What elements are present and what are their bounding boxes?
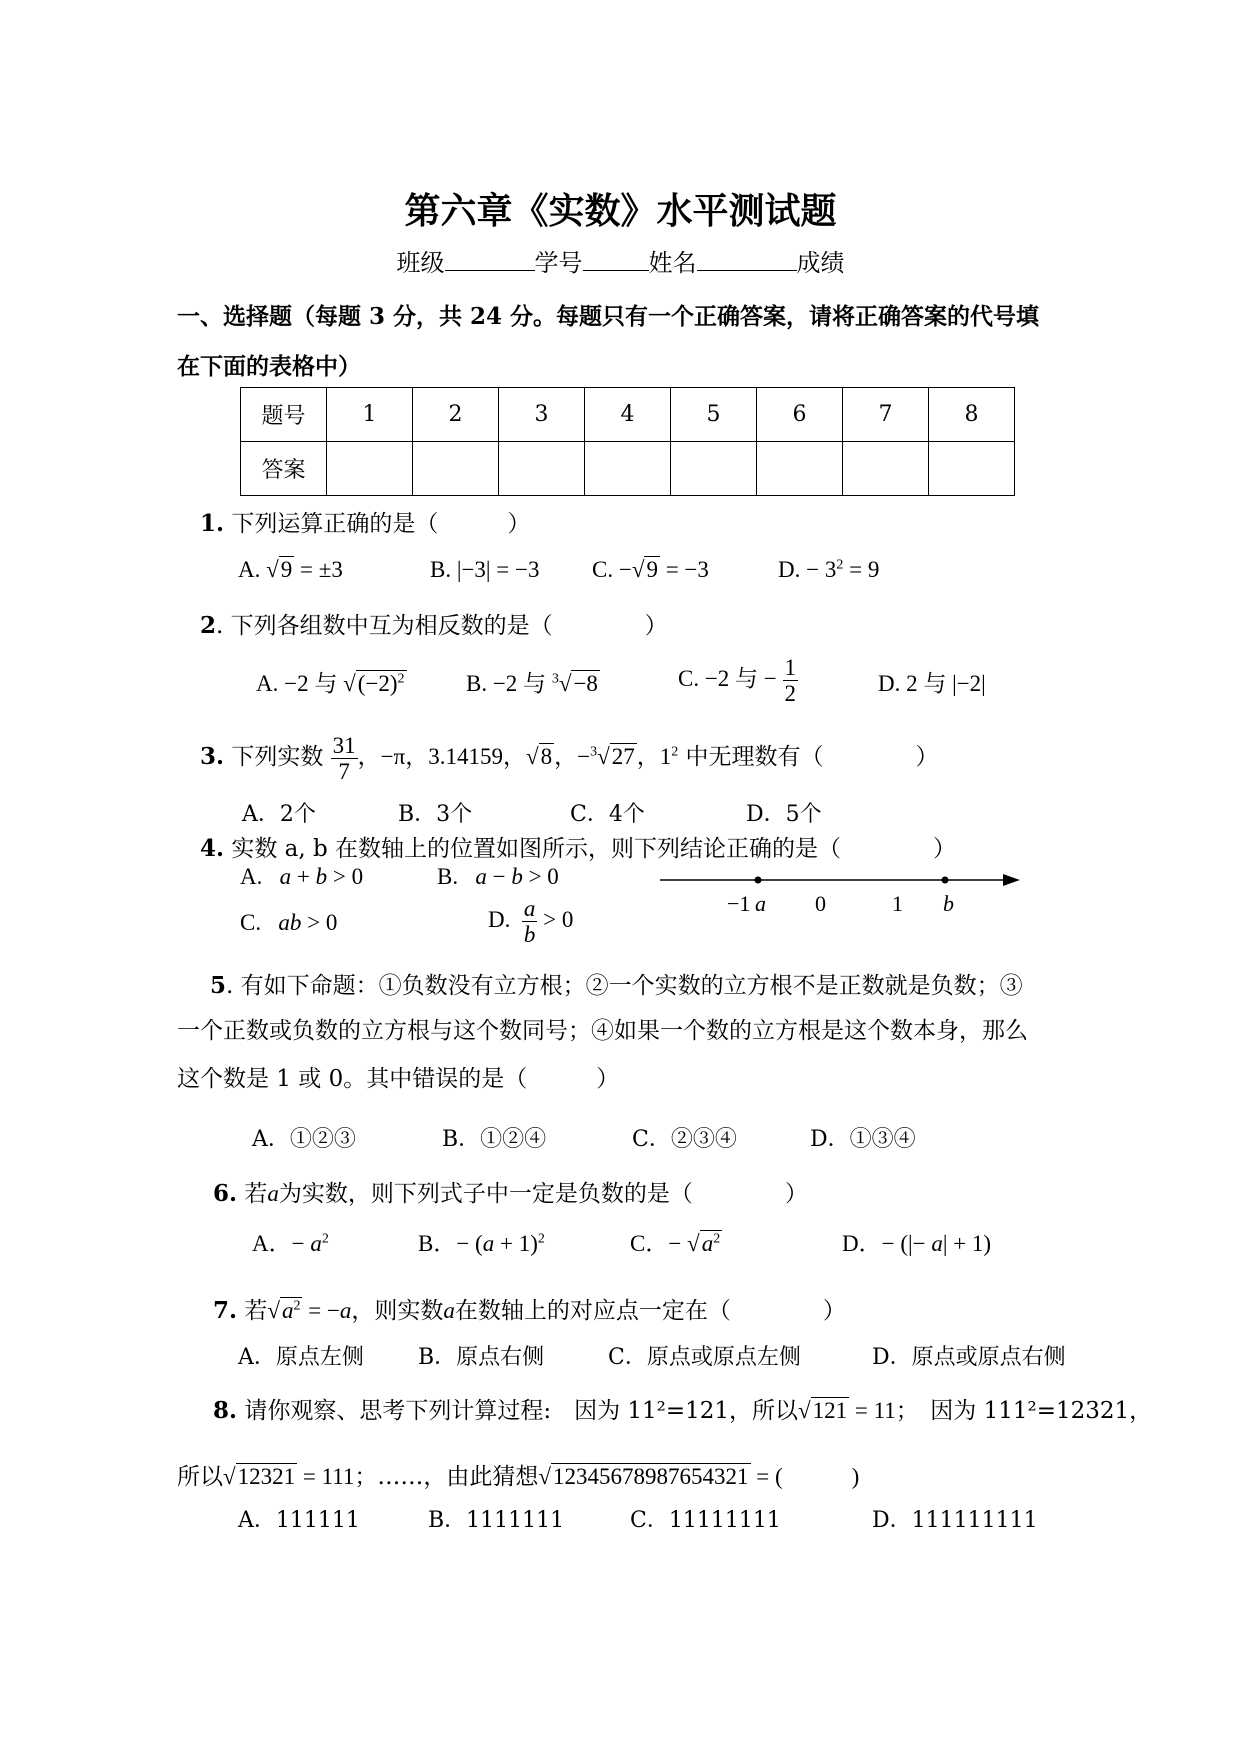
table-cell-number: 7 bbox=[843, 388, 929, 442]
table-cell-number: 2 bbox=[413, 388, 499, 442]
table-cell-number: 5 bbox=[671, 388, 757, 442]
q2-option-c[interactable]: C. −2 与 − $\frac{1}{2}$ bbox=[678, 655, 797, 707]
question-1 bbox=[200, 505, 530, 538]
option-label: B. bbox=[430, 557, 452, 582]
question-text: ；……，由此猜想 bbox=[354, 1464, 539, 1490]
score-label: 成绩 bbox=[796, 249, 845, 277]
answer-table bbox=[240, 387, 1015, 496]
question-2 bbox=[200, 607, 668, 640]
table-cell-number: 3 bbox=[499, 388, 585, 442]
q2-option-d[interactable]: D. 2 与 |−2| bbox=[878, 671, 986, 696]
table-cell-number: 1 bbox=[327, 388, 413, 442]
q1-option-d[interactable]: D. − $3^2 = 9$ bbox=[778, 557, 880, 582]
option-label: C. bbox=[592, 557, 614, 582]
tick-label: a bbox=[755, 891, 766, 916]
q5-option-a[interactable]: A．①②③ bbox=[252, 1127, 356, 1152]
name-blank[interactable] bbox=[697, 248, 797, 271]
question-text: . 有如下命题：①负数没有立方根；②一个实数的立方根不是正数就是负数；③ bbox=[226, 973, 1023, 999]
answer-cell[interactable] bbox=[757, 442, 843, 496]
question-3 bbox=[200, 733, 939, 785]
q3-option-a[interactable]: A．2个 bbox=[242, 802, 316, 827]
q5-option-d[interactable]: D．①③④ bbox=[810, 1127, 916, 1152]
question-text-mid: ； 因为 111²=12321， bbox=[895, 1398, 1153, 1424]
question-6 bbox=[213, 1175, 808, 1208]
question-text: 请你观察、思考下列计算过程: 因为 11²=121，所以 bbox=[244, 1398, 799, 1424]
q8-sqrt-long: √12345678987654321 = ( ) bbox=[538, 1464, 860, 1489]
question-5-line2: 一个正数或负数的立方根与这个数同号；④如果一个数的立方根是这个数本身，那么 bbox=[177, 1018, 1028, 1044]
question-5-line1 bbox=[210, 967, 1023, 1000]
answer-cell[interactable] bbox=[843, 442, 929, 496]
answer-cell[interactable] bbox=[671, 442, 757, 496]
q7-formula: $√a^2 = -a$ bbox=[267, 1298, 352, 1323]
arrow-head-icon bbox=[1003, 874, 1020, 886]
tick-label: 0 bbox=[815, 891, 826, 916]
row-label-number: 题号 bbox=[241, 388, 327, 442]
q5-option-b[interactable]: B．①②④ bbox=[442, 1127, 547, 1152]
q6-option-c[interactable]: C．− $√a^2$ bbox=[630, 1231, 721, 1256]
id-blank[interactable] bbox=[583, 248, 649, 271]
question-8-line1 bbox=[213, 1392, 1152, 1425]
q2-option-a[interactable]: A. −2 与 $√(-2)^2$ bbox=[256, 671, 405, 696]
class-blank[interactable] bbox=[445, 248, 535, 271]
q4-option-d[interactable]: D. $\frac{a}{b}$ > 0 bbox=[488, 896, 574, 948]
question-text: ，则实数 bbox=[351, 1298, 444, 1324]
q4-option-b[interactable]: B. a − b > 0 bbox=[437, 864, 559, 889]
answer-cell[interactable] bbox=[499, 442, 585, 496]
q7-option-b[interactable]: B．原点右侧 bbox=[418, 1345, 545, 1370]
q2-option-b[interactable]: B. −2 与 $^3$√−8 bbox=[466, 671, 598, 696]
q6-option-a[interactable]: A．− $a^2$ bbox=[252, 1231, 329, 1256]
point-a bbox=[755, 877, 762, 884]
q3-option-d[interactable]: D．5个 bbox=[746, 802, 822, 827]
number-line-figure bbox=[655, 862, 1025, 922]
option-label: D. bbox=[778, 557, 801, 582]
table-row bbox=[241, 442, 1015, 496]
question-number: 4. bbox=[200, 835, 225, 862]
q1-option-b[interactable]: B. |−3| = −3 bbox=[430, 557, 540, 582]
point-b bbox=[942, 877, 949, 884]
question-number: 6. bbox=[213, 1180, 238, 1207]
question-number: 5 bbox=[210, 972, 227, 999]
question-text: 为实数，则下列式子中一定是负数的是（ ） bbox=[278, 1181, 808, 1207]
table-row bbox=[241, 388, 1015, 442]
question-number: 8. bbox=[213, 1397, 238, 1424]
question-text: 下列实数 bbox=[231, 744, 324, 771]
option-label: A. bbox=[238, 557, 261, 582]
tick-label: b bbox=[943, 891, 954, 916]
q4-option-c[interactable]: C. ab > 0 bbox=[240, 910, 338, 935]
question-text: . 下列各组数中互为相反数的是（ ） bbox=[216, 613, 668, 639]
q8-option-d[interactable]: D．111111111 bbox=[872, 1508, 1038, 1533]
q1-option-c[interactable]: C. −√9 = −3 bbox=[592, 557, 709, 582]
section1-heading-line2: 在下面的表格中） bbox=[177, 353, 361, 380]
table-cell-number: 4 bbox=[585, 388, 671, 442]
id-label: 学号 bbox=[534, 249, 583, 277]
question-8-line2 bbox=[177, 1458, 859, 1491]
name-label: 姓名 bbox=[648, 249, 697, 277]
q8-option-a[interactable]: A．111111 bbox=[238, 1508, 360, 1533]
q3-option-c[interactable]: C．4个 bbox=[570, 802, 645, 827]
student-info-line bbox=[0, 243, 1241, 278]
question-text: 实数 a, b 在数轴上的位置如图所示，则下列结论正确的是（ ） bbox=[231, 836, 957, 862]
q3-numbers: $\frac{31}{7}$ ，−π，3.14159，√8，−$^3$√27，$1^2$ bbox=[332, 733, 679, 785]
q3-option-b[interactable]: B．3个 bbox=[398, 802, 473, 827]
section1-heading-line1: 一、选择题（每题 3 分，共 24 分。每题只有一个正确答案，请将正确答案的代号填 bbox=[177, 303, 1040, 330]
question-text-tail: 在数轴上的对应点一定在（ ） bbox=[454, 1298, 846, 1324]
q7-option-c[interactable]: C．原点或原点左侧 bbox=[608, 1345, 801, 1370]
answer-cell[interactable] bbox=[413, 442, 499, 496]
q7-option-a[interactable]: A．原点左侧 bbox=[238, 1345, 364, 1370]
question-4 bbox=[200, 830, 956, 863]
q6-option-b[interactable]: B．− $(a + 1)^2$ bbox=[418, 1231, 545, 1256]
q5-option-c[interactable]: C．②③④ bbox=[632, 1127, 737, 1152]
question-text: 所以 bbox=[177, 1464, 223, 1490]
tick-label: 1 bbox=[892, 891, 903, 916]
tick-label: −1 bbox=[727, 891, 751, 916]
answer-cell[interactable] bbox=[327, 442, 413, 496]
question-number: 2 bbox=[200, 612, 217, 639]
question-prefix: 若 bbox=[244, 1181, 268, 1207]
q8-option-c[interactable]: C．11111111 bbox=[630, 1508, 781, 1533]
table-cell-number: 8 bbox=[929, 388, 1015, 442]
question-5-line3: 这个数是 1 或 0。其中错误的是（ ） bbox=[177, 1066, 620, 1092]
answer-cell[interactable] bbox=[929, 442, 1015, 496]
q8-option-b[interactable]: B．1111111 bbox=[428, 1508, 565, 1533]
question-number: 1. bbox=[200, 510, 225, 537]
answer-cell[interactable] bbox=[585, 442, 671, 496]
q8-sqrt-12321: √12321 = 111 bbox=[223, 1464, 355, 1489]
row-label-answer: 答案 bbox=[241, 442, 327, 496]
variable-a: a bbox=[443, 1298, 455, 1323]
q7-option-d[interactable]: D．原点或原点右侧 bbox=[872, 1345, 1066, 1370]
variable-a: a bbox=[267, 1181, 279, 1206]
question-text: 下列运算正确的是（ ） bbox=[231, 511, 531, 537]
question-7 bbox=[213, 1292, 846, 1325]
page-title: 第六章《实数》水平测试题 bbox=[404, 190, 837, 232]
question-text-tail: 中无理数有（ ） bbox=[685, 744, 939, 771]
question-prefix: 若 bbox=[244, 1298, 268, 1324]
q1-option-a[interactable]: A. √9 = ±3 bbox=[238, 557, 343, 582]
q4-option-a[interactable]: A. a + b > 0 bbox=[240, 864, 364, 889]
class-label: 班级 bbox=[396, 249, 445, 277]
table-cell-number: 6 bbox=[757, 388, 843, 442]
question-number: 3. bbox=[200, 743, 225, 771]
question-number: 7. bbox=[213, 1297, 238, 1324]
q6-option-d[interactable]: D．− (|− a| + 1) bbox=[842, 1231, 992, 1256]
q8-sqrt-121: √121 = 11 bbox=[798, 1398, 896, 1423]
